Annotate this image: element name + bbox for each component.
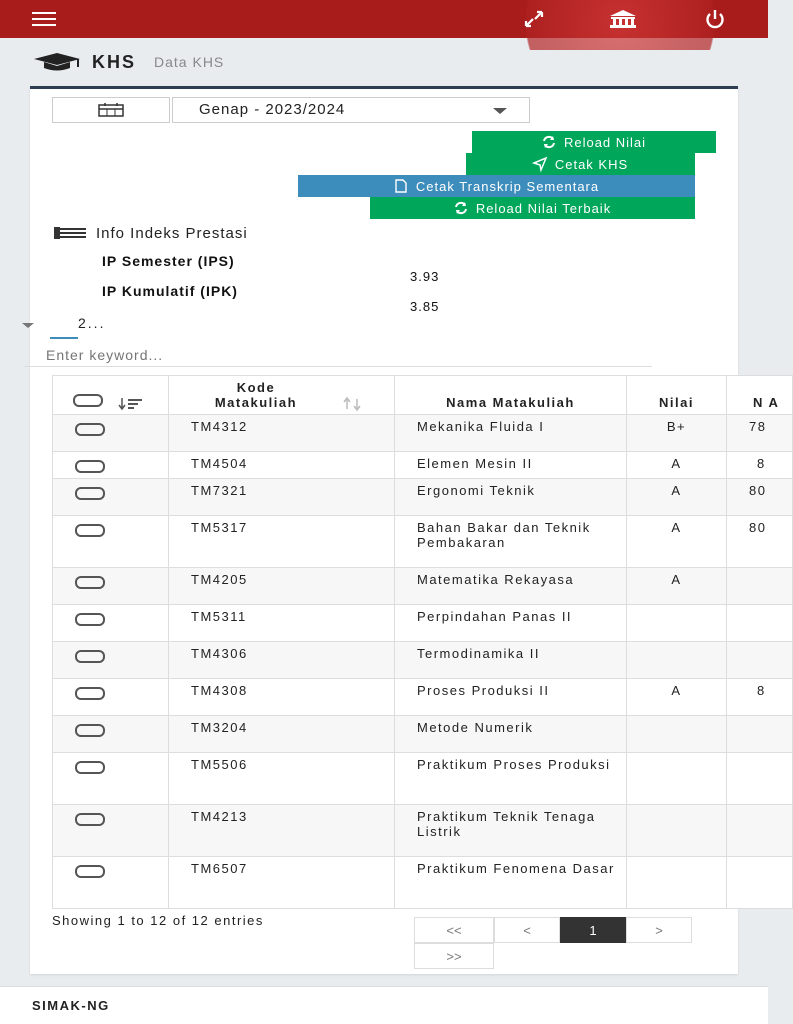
nama-cell: Termodinamika II [395,642,627,679]
row-checkbox[interactable] [75,524,105,537]
nilai-cell [627,857,727,909]
ipk-label: IP Kumulatif (IPK) [102,283,238,299]
nilai-cell: A [627,452,727,479]
calendar-icon [98,103,124,117]
row-select-cell [53,805,169,857]
nama-cell: Mekanika Fluida I [395,415,627,452]
page-header [32,50,224,74]
cetak-transkrip-label: Cetak Transkrip Sementara [415,178,600,194]
row-select-cell [53,568,169,605]
nilai-cell [627,805,727,857]
kode-cell: TM5311 [169,605,395,642]
row-checkbox[interactable] [75,724,105,737]
row-select-cell [53,716,169,753]
refresh-icon [542,135,556,149]
angka-cell: 78 [727,415,793,452]
row-checkbox[interactable] [75,813,105,826]
nilai-cell [627,642,727,679]
table-row[interactable] [53,642,793,679]
kode-cell: TM4306 [169,642,395,679]
table-row[interactable] [53,415,793,452]
pagination-current[interactable]: 1 [560,917,626,943]
nama-cell: Praktikum Proses Produksi [395,753,627,805]
sort-icon [341,398,367,410]
angka-header[interactable]: N A [727,376,793,415]
expand-icon[interactable] [522,9,546,29]
khs-table [52,375,793,909]
pagination-prev[interactable]: < [494,917,560,943]
semester-select[interactable] [172,97,530,123]
nama-header[interactable]: Nama Matakuliah [395,376,627,415]
kode-cell: TM4308 [169,679,395,716]
pagination-first[interactable]: << [414,917,494,943]
angka-cell: 8 [727,452,793,479]
hamburger-icon[interactable] [32,12,56,26]
page-title: KHS [92,51,137,72]
kode-cell: TM7321 [169,479,395,516]
kode-cell: TM5506 [169,753,395,805]
chevron-down-icon [493,108,507,114]
angka-cell [727,857,793,909]
nilai-cell: A [627,479,727,516]
nilai-header[interactable]: Nilai [627,376,727,415]
cetak-transkrip-button[interactable] [298,175,695,197]
table-row[interactable] [53,716,793,753]
reload-nilai-label: Reload Nilai [563,134,647,150]
table-row[interactable] [53,516,793,568]
nilai-cell: A [627,568,727,605]
reload-nilai-button[interactable] [472,131,716,153]
ips-value: 3.93 [410,269,440,284]
nama-cell: Proses Produksi II [395,679,627,716]
send-icon [533,157,547,171]
page-size-underline [50,337,78,339]
table-row[interactable] [53,479,793,516]
reload-nilai-terbaik-button[interactable] [370,197,695,219]
row-select-cell [53,479,169,516]
angka-cell [727,753,793,805]
nama-cell: Perpindahan Panas II [395,605,627,642]
power-icon[interactable] [703,9,727,29]
row-select-cell [53,857,169,909]
ip-heading [54,225,248,242]
nilai-cell: A [627,516,727,568]
row-checkbox[interactable] [75,687,105,700]
search-input[interactable] [24,343,652,367]
kode-header[interactable] [169,376,395,415]
table-row[interactable] [53,452,793,479]
table-row[interactable] [53,805,793,857]
cetak-khs-button[interactable] [466,153,695,175]
semester-selected: Genap - 2023/2024 [199,101,346,118]
nilai-cell [627,716,727,753]
nama-cell: Praktikum Teknik Tenaga Listrik [395,805,627,857]
header-decoration [520,0,770,50]
bank-icon[interactable] [608,9,638,29]
row-select-cell [53,753,169,805]
table-row[interactable] [53,753,793,805]
semester-addon [52,97,170,123]
nama-cell: Metode Numerik [395,716,627,753]
list-icon [54,227,86,241]
nilai-cell: A [627,679,727,716]
select-all-header [53,376,169,415]
angka-cell [727,716,793,753]
row-checkbox[interactable] [75,865,105,878]
row-checkbox[interactable] [75,650,105,663]
table-row[interactable] [53,568,793,605]
nama-cell: Elemen Mesin II [395,452,627,479]
angka-cell: 8 [727,679,793,716]
table-row[interactable] [53,679,793,716]
kode-cell: TM4504 [169,452,395,479]
angka-cell [727,642,793,679]
caret-down-icon [22,323,34,328]
showing-entries: Showing 1 to 12 of 12 entries [52,913,264,928]
graduation-cap-icon [32,52,82,72]
nama-cell: Bahan Bakar dan Teknik Pembakaran [395,516,627,568]
row-checkbox[interactable] [75,487,105,500]
kode-cell: TM4312 [169,415,395,452]
khs-table-wrapper [52,375,780,903]
page-size-value: 2... [78,315,106,331]
row-checkbox[interactable] [75,423,105,436]
ip-heading-text: Info Indeks Prestasi [96,225,248,242]
ipk-value: 3.85 [410,299,440,314]
nilai-cell [627,753,727,805]
kode-cell: TM3204 [169,716,395,753]
nilai-cell: B+ [627,415,727,452]
pagination-next[interactable]: > [626,917,692,943]
row-select-cell [53,516,169,568]
kode-header-label: Kode Matakuliah [214,380,298,410]
kode-cell: TM4213 [169,805,395,857]
table-row[interactable] [53,605,793,642]
top-navbar [0,0,768,38]
angka-cell [727,605,793,642]
file-icon [394,179,408,193]
angka-cell [727,805,793,857]
row-select-cell [53,642,169,679]
table-row[interactable] [53,857,793,909]
row-select-cell [53,415,169,452]
select-all-checkbox[interactable] [73,394,103,407]
kode-cell: TM5317 [169,516,395,568]
angka-cell: 80 [727,516,793,568]
row-checkbox[interactable] [75,761,105,774]
kode-cell: TM6507 [169,857,395,909]
row-checkbox[interactable] [75,576,105,589]
footer-text: SIMAK-NG [32,998,110,1013]
kode-cell: TM4205 [169,568,395,605]
nama-cell: Praktikum Fenomena Dasar [395,857,627,909]
sort-desc-icon[interactable] [118,398,144,410]
row-select-cell [53,605,169,642]
footer [0,986,768,1024]
angka-cell [727,568,793,605]
page-subtitle: Data KHS [154,54,225,70]
nama-cell: Matematika Rekayasa [395,568,627,605]
row-select-cell [53,679,169,716]
pagination-last[interactable]: >> [414,943,494,969]
reload-nilai-terbaik-label: Reload Nilai Terbaik [475,200,612,216]
row-checkbox[interactable] [75,460,105,473]
refresh-icon [454,201,468,215]
khs-card [30,86,780,974]
row-select-cell [53,452,169,479]
nilai-cell [627,605,727,642]
row-checkbox[interactable] [75,613,105,626]
cetak-khs-label: Cetak KHS [554,156,629,172]
ips-label: IP Semester (IPS) [102,253,235,269]
nama-cell: Ergonomi Teknik [395,479,627,516]
angka-cell: 80 [727,479,793,516]
